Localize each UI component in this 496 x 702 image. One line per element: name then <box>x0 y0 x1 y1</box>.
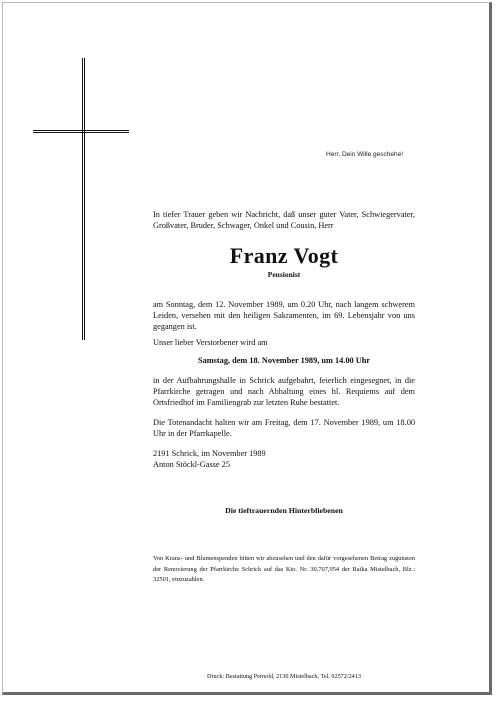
burial-intro: Unser lieber Verstorbener wird am <box>153 338 268 347</box>
printer-footer: Druck: Bestattung Pernold, 2130 Mistelbach, Tel. 02572/2413 <box>207 673 361 680</box>
motto: Herr, Dein Wille geschehe! <box>326 151 403 158</box>
place-date: 2191 Schrick, im November 1989 <box>153 449 266 458</box>
death-notice: am Sonntag, dem 12. November 1989, um 0.20 Uhr, nach langem schwerem Leiden, versehen mit den heiligen Sakramenten, im 69. Lebensjahr von uns gegangen ist. <box>153 300 415 331</box>
vigil-notice: Die Totenandacht halten wir am Freitag, dem 17. November 1989, um 18.00 Uhr in der Pfarrkapelle. <box>153 418 415 438</box>
place-and-address <box>153 448 266 470</box>
intro-text: In tiefer Trauer geben wir Nachricht, daß unser guter Vater, Schwiegervater, Großvater, Bruder, Schwager, Onkel und Cousin, Herr <box>153 210 415 230</box>
deceased-name: Franz Vogt <box>229 243 339 268</box>
burial-details: in der Aufbahrungshalle in Schrick aufgebahrt, feierlich eingesegnet, in die Pfarrkirche getragen und nach Abhaltung eines hl. Requiems auf dem Ortsfriedhof im Familiengrab zur letzten Ruhe bestattet. <box>153 376 415 407</box>
address: Anton Stöckl-Gasse 25 <box>153 460 230 469</box>
cross-vertical-beam <box>82 58 85 340</box>
bereaved-signature: Die tieftrauernden Hinterbliebenen <box>225 506 343 515</box>
service-date: Samstag, dem 18. November 1989, um 14.00 Uhr <box>198 356 370 365</box>
donation-note: Von Kranz- und Blumenspenden bitten wir abzusehen und den dafür vorgesehenen Betrag zugunsten der Renovierung der Pfarrkirche Schrick auf das Kto. Nr. 30.707,954 der Raika Mistelbach, Blz.: 32501, einzuzahlen. <box>153 555 415 583</box>
cross-horizontal-beam <box>33 130 129 133</box>
deceased-title: Pensionist <box>267 270 301 279</box>
obituary-page <box>2 2 492 695</box>
